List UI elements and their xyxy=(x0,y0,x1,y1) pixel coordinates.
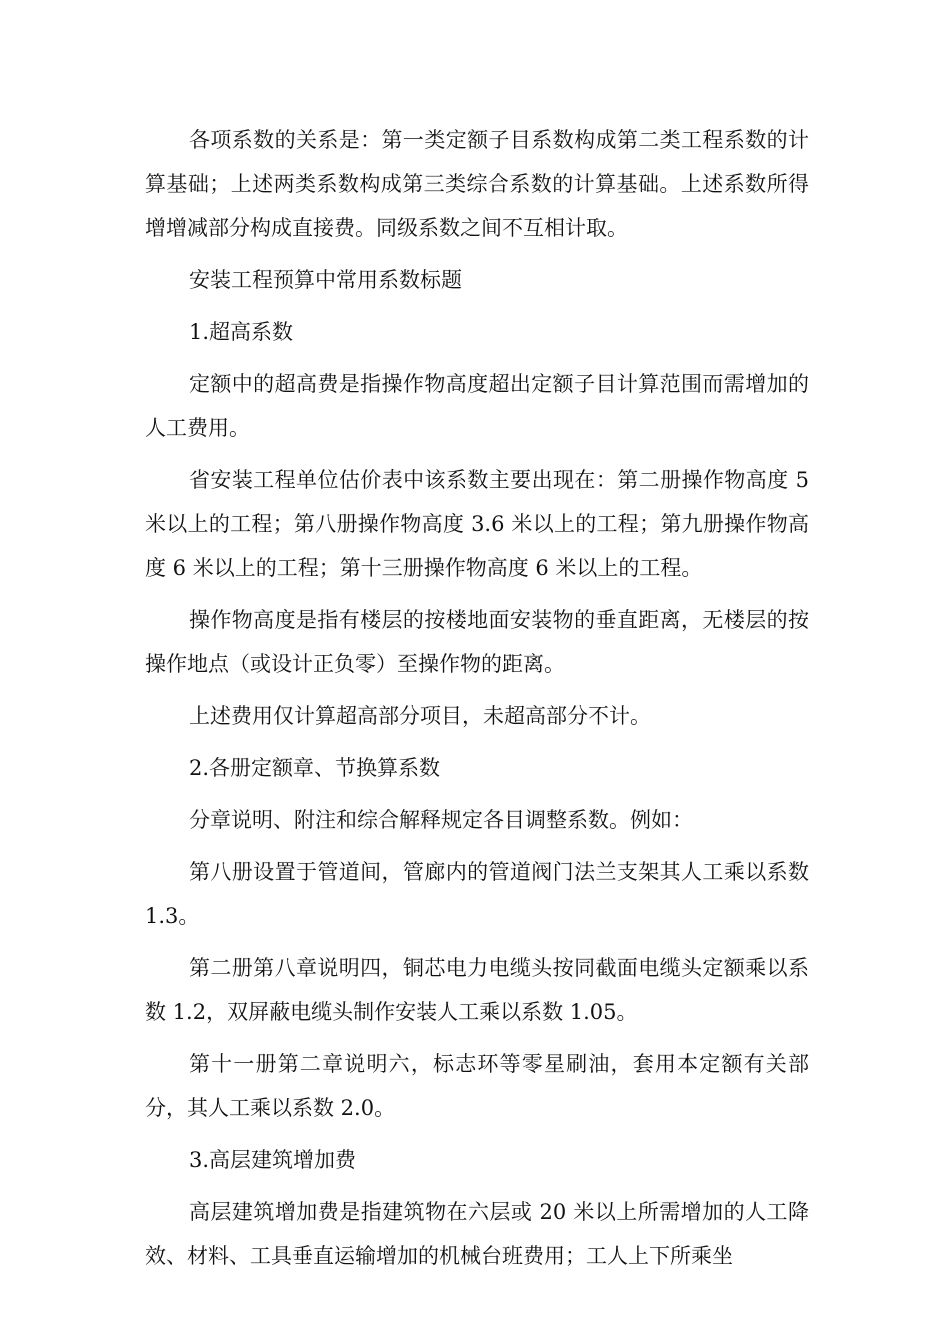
section-title-common-coefficients: 安装工程预算中常用系数标题 xyxy=(189,268,462,292)
heading-super-height-coefficient: 1.超高系数 xyxy=(189,320,294,344)
heading-chapter-conversion-coefficients: 2.各册定额章、节换算系数 xyxy=(189,756,441,780)
paragraph-example-volume-11: 第十一册第二章说明六，标志环等零星刷油，套用本定额有关部分，其人工乘以系数 2.0。 xyxy=(145,1052,809,1120)
document-body xyxy=(145,118,809,1286)
paragraph-example-volume-2: 第二册第八章说明四，铜芯电力电缆头按同截面电缆头定额乘以系数 1.2，双屏蔽电缆头制作安装人工乘以系数 1.05。 xyxy=(145,956,809,1024)
paragraph-chapter-notes: 分章说明、附注和综合解释规定各目调整系数。例如： xyxy=(189,808,693,832)
paragraph-operation-height-definition: 操作物高度是指有楼层的按楼地面安装物的垂直距离，无楼层的按操作地点（或设计正负零）至操作物的距离。 xyxy=(145,608,809,676)
paragraph-high-rise-definition: 高层建筑增加费是指建筑物在六层或 20 米以上所需增加的人工降效、材料、工具垂直运输增加的机械台班费用；工人上下所乘坐 xyxy=(145,1200,809,1268)
paragraph-super-height-scope: 上述费用仅计算超高部分项目，未超高部分不计。 xyxy=(189,704,651,728)
paragraph-super-height-volumes: 省安装工程单位估价表中该系数主要出现在：第二册操作物高度 5 米以上的工程；第八册操作物高度 3.6 米以上的工程；第九册操作物高度 6 米以上的工程；第十三册操作物高度 6 米以上的工程。 xyxy=(145,468,809,580)
paragraph-coefficient-relationship: 各项系数的关系是：第一类定额子目系数构成第二类工程系数的计算基础；上述两类系数构成第三类综合系数的计算基础。上述系数所得增增减部分构成直接费。同级系数之间不互相计取。 xyxy=(145,128,809,240)
paragraph-super-height-definition: 定额中的超高费是指操作物高度超出定额子目计算范围而需增加的人工费用。 xyxy=(145,372,809,440)
paragraph-example-volume-8: 第八册设置于管道间，管廊内的管道阀门法兰支架其人工乘以系数 1.3。 xyxy=(145,860,809,928)
heading-high-rise-surcharge: 3.高层建筑增加费 xyxy=(189,1148,357,1172)
